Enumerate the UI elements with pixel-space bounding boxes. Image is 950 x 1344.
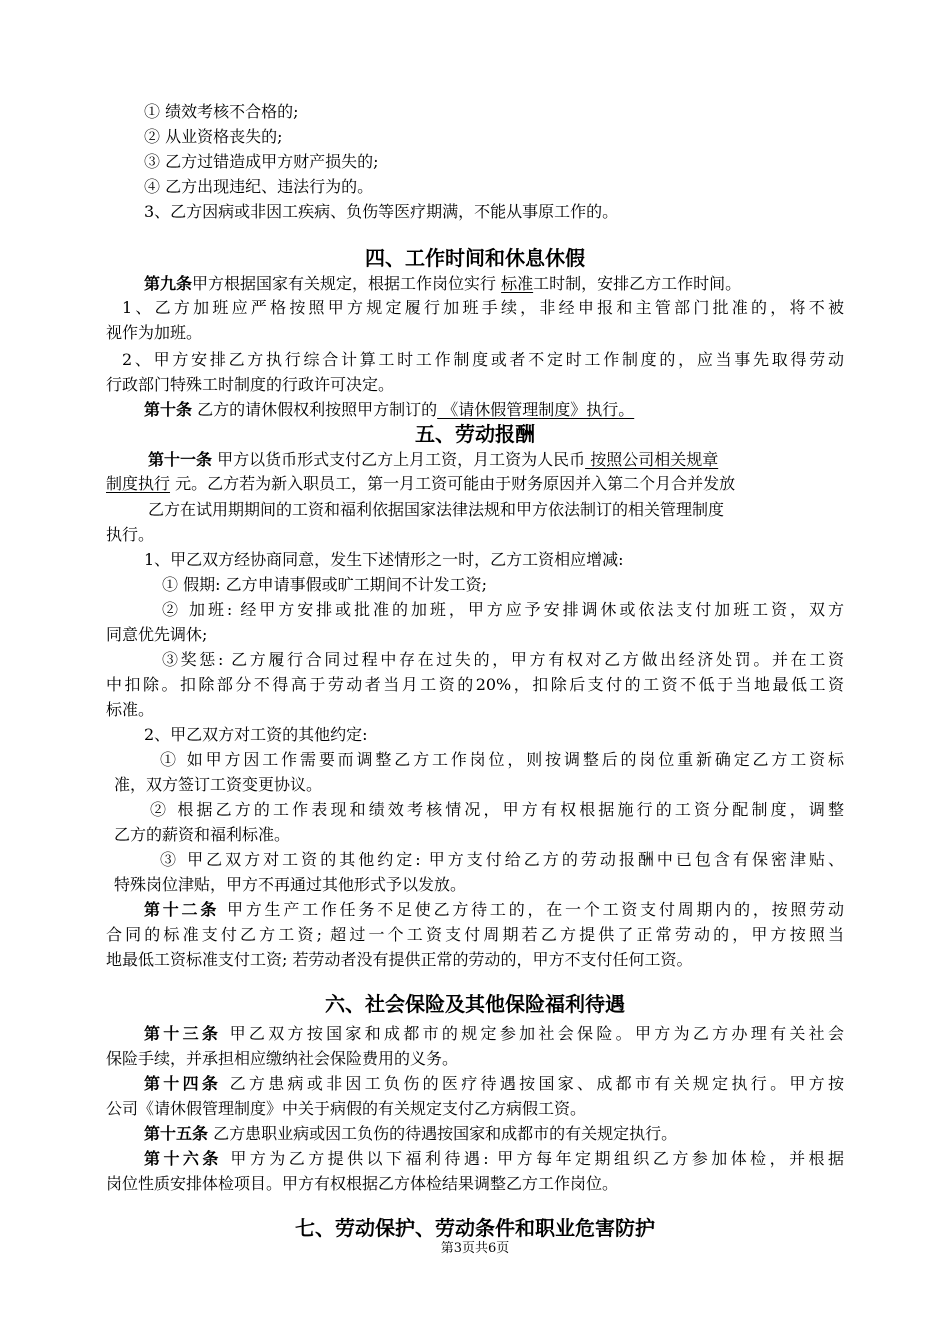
underlined-fill: 制度执行 [106,474,171,493]
section-heading-4: 四、工作时间和休息休假 [365,246,585,270]
article-10: 第十条 乙方的请休假权利按照甲方制订的 《请休假管理制度》执行。 [144,400,635,419]
list-item: ③ 甲乙双方对工资的其他约定: 甲方支付给乙方的劳动报酬中已包含有保密津贴、 [160,850,844,869]
paragraph-line: 乙方的薪资和福利标准。 [114,825,291,844]
article-9: 第九条甲方根据国家有关规定，根据工作岗位实行 标准工时制，安排乙方工作时间。 [144,274,742,293]
paragraph-line: 同意优先调休; [106,625,208,644]
paragraph-line: 保险手续，并承担相应缴纳社会保险费用的义务。 [106,1049,459,1068]
list-item: ② 加班: 经甲方安排或批准的加班，甲方应予安排调休或依法支付加班工资，双方 [162,600,844,619]
underlined-fill: 标准 [501,274,534,293]
section-heading-5: 五、劳动报酬 [415,422,535,446]
list-item: ② 根据乙方的工作表现和绩效考核情况，甲方有权根据施行的工资分配制度，调整 [150,800,844,819]
article-label: 第十五条 [144,1124,209,1143]
section-heading-7: 七、劳动保护、劳动条件和职业危害防护 [295,1216,655,1240]
article-12: 第十二条 甲方生产工作任务不足使乙方待工的，在一个工资支付周期内的，按照劳动 [144,900,844,919]
article-11: 第十一条 甲方以货币形式支付乙方上月工资，月工资为人民币 按照公司相关规章 [148,450,719,469]
article-13: 第十三条 甲乙双方按国家和成都市的规定参加社会保险。甲方为乙方办理有关社会 [144,1024,844,1043]
article-label: 第十二条 [144,900,220,919]
paragraph-line: 视作为加班。 [106,323,203,342]
paragraph-line: 中扣除。扣除部分不得高于劳动者当月工资的20%，扣除后支付的工资不低于当地最低工资 [106,675,844,694]
article-label: 第十六条 [144,1149,222,1168]
paragraph-line: 1、乙方加班应严格按照甲方规定履行加班手续，非经申报和主管部门批准的，将不被 [122,298,844,317]
page-number: 第3页共6页 [440,1241,510,1256]
list-item: ③ 乙方过错造成甲方财产损失的; [144,152,379,171]
article-label: 第十四条 [144,1074,222,1093]
article-15: 第十五条 乙方患职业病或因工负伤的待遇按国家和成都市的有关规定执行。 [144,1124,678,1143]
list-item: ① 绩效考核不合格的; [144,102,299,121]
paragraph-line: 执行。 [106,525,155,544]
list-item: ① 假期: 乙方申请事假或旷工期间不计发工资; [162,575,487,594]
list-item: 3、乙方因病或非因工疾病、负伤等医疗期满，不能从事原工作的。 [144,202,619,221]
list-item: ② 从业资格丧失的; [144,127,283,146]
paragraph-line: 2、甲乙双方对工资的其他约定: [144,725,368,744]
list-item: ③奖惩: 乙方履行合同过程中存在过失的，甲方有权对乙方做出经济处罚。并在工资 [162,650,844,669]
article-label: 第十条 [144,400,193,419]
paragraph-line: 标准。 [106,700,155,719]
paragraph-line: 特殊岗位津贴，甲方不再通过其他形式予以发放。 [114,875,467,894]
paragraph-line: 制度执行 元。乙方若为新入职员工，第一月工资可能由于财务原因并入第二个月合并发放 [106,474,736,493]
paragraph-line: 1、甲乙双方经协商同意，发生下述情形之一时，乙方工资相应增减: [144,550,624,569]
list-item: ④ 乙方出现违纪、违法行为的。 [144,177,374,196]
paragraph-line: 岗位性质安排体检项目。甲方有权根据乙方体检结果调整乙方工作岗位。 [106,1174,619,1193]
article-label: 第十一条 [148,450,213,469]
paragraph-line: 准，双方签订工资变更协议。 [114,775,323,794]
list-item: ① 如甲方因工作需要而调整乙方工作岗位，则按调整后的岗位重新确定乙方工资标 [160,750,844,769]
section-heading-6: 六、社会保险及其他保险福利待遇 [325,992,625,1016]
article-14: 第十四条 乙方患病或非因工负伤的医疗待遇按国家、成都市有关规定执行。甲方按 [144,1074,844,1093]
paragraph-line: 2、甲方安排乙方执行综合计算工时工作制度或者不定时工作制度的，应当事先取得劳动 [122,350,844,369]
article-label: 第十三条 [144,1024,222,1043]
paragraph-line: 行政部门特殊工时制度的行政许可决定。 [106,375,395,394]
paragraph-line: 乙方在试用期期间的工资和福利依据国家法律法规和甲方依法制订的相关管理制度 [148,500,725,519]
underlined-fill: 《请休假管理制度》执行。 [437,400,635,419]
article-16: 第十六条 甲方为乙方提供以下福利待遇: 甲方每年定期组织乙方参加体检，并根据 [144,1149,844,1168]
article-label: 第九条 [144,274,193,293]
paragraph-line: 地最低工资标准支付工资; 若劳动者没有提供正常的劳动的，甲方不支付任何工资。 [106,950,693,969]
paragraph-line: 公司《请休假管理制度》中关于病假的有关规定支付乙方病假工资。 [106,1099,587,1118]
paragraph-line: 合同的标准支付乙方工资; 超过一个工资支付周期若乙方提供了正常劳动的，甲方按照当 [106,925,844,944]
underlined-fill: 按照公司相关规章 [585,450,719,469]
